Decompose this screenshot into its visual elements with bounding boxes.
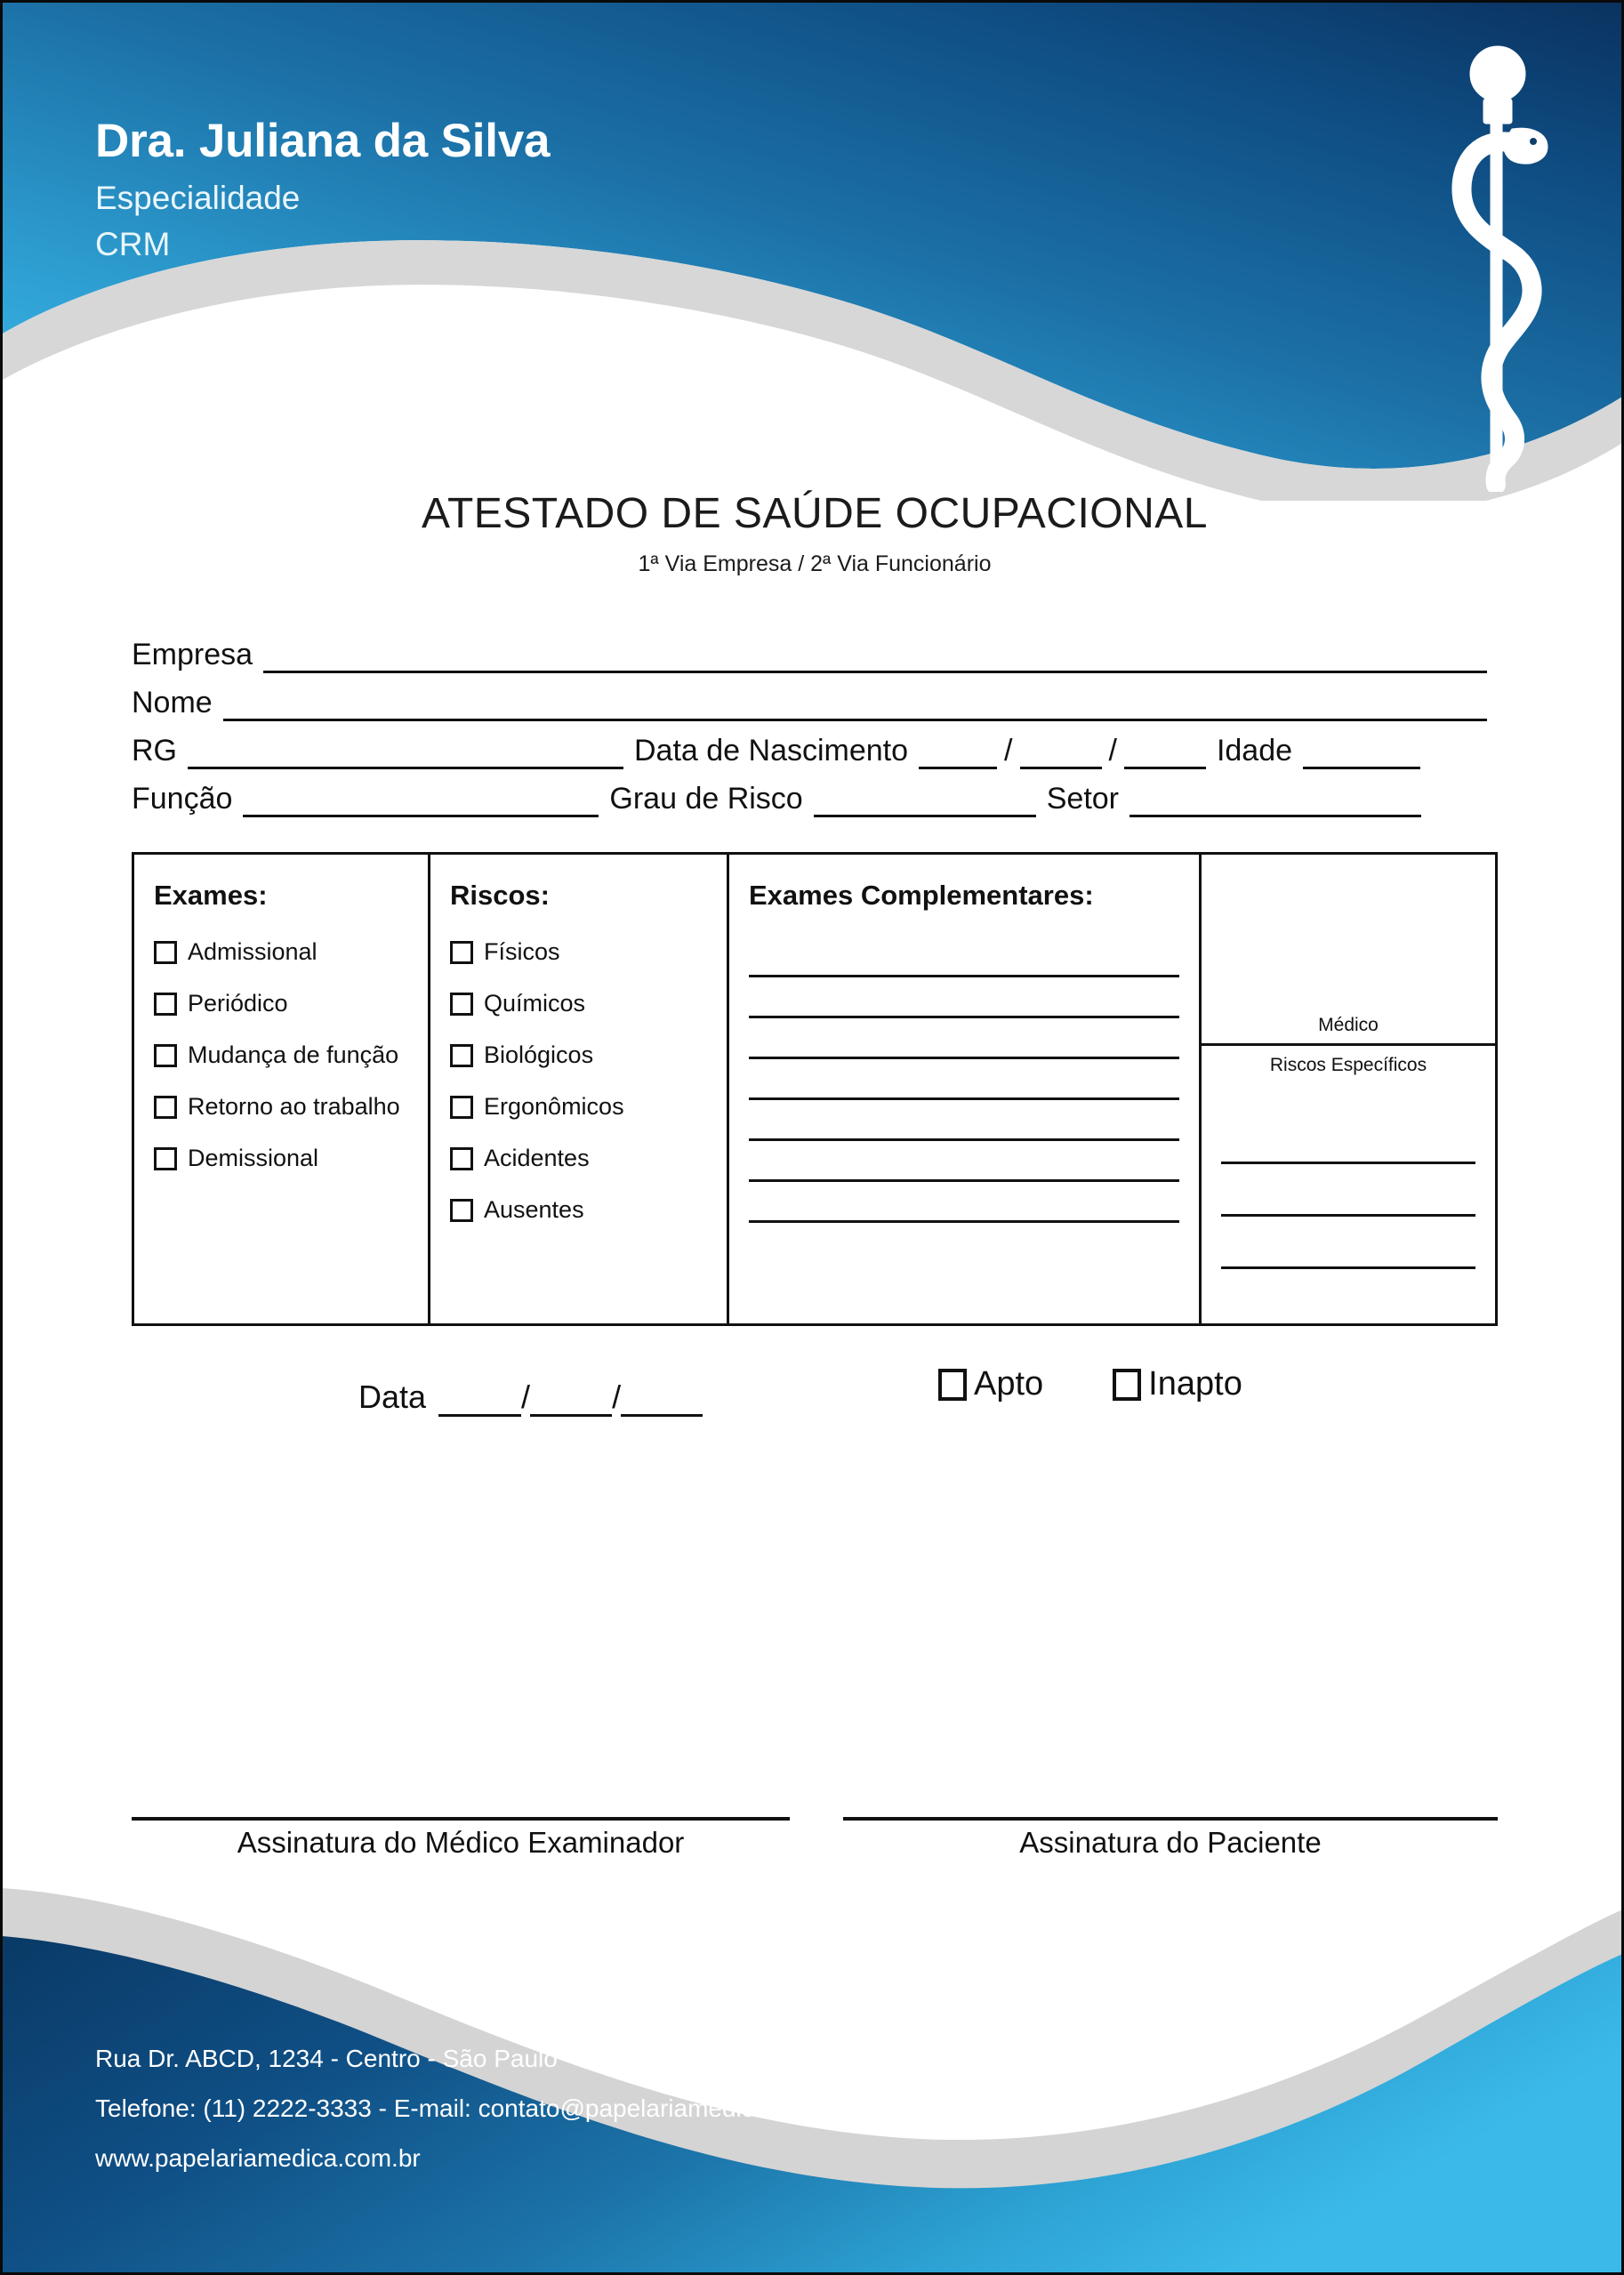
riscos-especificos-lines	[1221, 1112, 1475, 1269]
field-row-empresa	[3, 625, 1624, 673]
checkbox-label: Demissional	[188, 1145, 319, 1171]
checkbox-label: Periódico	[188, 990, 288, 1017]
verdict-row	[3, 1362, 1624, 1424]
label-data-nascimento: Data de Nascimento	[634, 734, 909, 768]
write-line[interactable]	[749, 1018, 1179, 1059]
field-row-nome	[3, 673, 1624, 721]
column-exames-complementares	[729, 855, 1202, 1323]
doctor-identity-block	[95, 117, 550, 263]
slash-nascimento-2: /	[1108, 734, 1117, 768]
checkbox-icon[interactable]	[154, 941, 177, 964]
column-header-exames: Exames:	[154, 880, 268, 911]
checkbox-icon[interactable]	[154, 993, 177, 1016]
signature-paciente	[843, 1817, 1498, 1860]
checkbox-label: Admissional	[188, 938, 318, 965]
riscos-especificos-label: Riscos Específicos	[1269, 1055, 1427, 1075]
input-nascimento-ano[interactable]	[1124, 731, 1206, 769]
medico-label: Médico	[1318, 1015, 1379, 1035]
checkbox-row-apto[interactable]	[938, 1365, 1043, 1403]
doctor-crm: CRM	[95, 226, 171, 263]
checkbox-label: Acidentes	[484, 1145, 590, 1171]
column-exames	[134, 855, 430, 1323]
write-line[interactable]	[1221, 1217, 1475, 1269]
checkbox-icon[interactable]	[154, 1147, 177, 1170]
input-idade[interactable]	[1303, 731, 1420, 769]
checkbox-row[interactable]	[450, 1141, 727, 1176]
page-subtitle: 1ª Via Empresa / 2ª Via Funcionário	[638, 551, 992, 576]
footer-contact-block	[95, 2046, 851, 2196]
checkbox-icon[interactable]	[1113, 1369, 1141, 1401]
column-header-riscos: Riscos:	[450, 880, 550, 911]
checkbox-label: Físicos	[484, 938, 560, 965]
checkbox-row[interactable]	[450, 986, 727, 1021]
patient-fields	[3, 625, 1624, 817]
signature-caption: Assinatura do Médico Examinador	[237, 1826, 685, 1859]
input-nascimento-mes[interactable]	[1020, 731, 1102, 769]
signature-line[interactable]	[132, 1817, 790, 1821]
checkbox-label: Químicos	[484, 990, 586, 1017]
input-data-dia[interactable]	[438, 1375, 521, 1417]
checkbox-label: Apto	[974, 1365, 1044, 1403]
checkbox-row[interactable]	[154, 1038, 428, 1073]
checkbox-label: Biológicos	[484, 1041, 594, 1068]
slash-data-2: /	[612, 1379, 622, 1415]
page-title: ATESTADO DE SAÚDE OCUPACIONAL	[422, 490, 1208, 537]
checkbox-icon[interactable]	[450, 993, 473, 1016]
checkbox-icon[interactable]	[450, 1147, 473, 1170]
riscos-especificos-cell	[1202, 1046, 1495, 1323]
checkbox-icon[interactable]	[154, 1096, 177, 1119]
checkbox-label: Retorno ao trabalho	[188, 1093, 400, 1120]
checkbox-label: Mudança de função	[188, 1041, 399, 1068]
write-line[interactable]	[749, 977, 1179, 1018]
footer-address: Rua Dr. ABCD, 1234 - Centro - São Paulo - SP - 00001-123	[95, 2045, 754, 2072]
checkbox-row[interactable]	[154, 986, 428, 1021]
checkbox-label: Ergonômicos	[484, 1093, 624, 1120]
label-rg: RG	[132, 734, 177, 768]
slash-nascimento-1: /	[1004, 734, 1013, 768]
checkbox-row[interactable]	[154, 935, 428, 969]
checkbox-row[interactable]	[450, 935, 727, 969]
write-line[interactable]	[749, 1100, 1179, 1141]
checkbox-row[interactable]	[450, 1089, 727, 1124]
column-header-exames-complementares: Exames Complementares:	[749, 880, 1094, 911]
signature-medico	[132, 1817, 790, 1860]
signature-line[interactable]	[843, 1817, 1498, 1821]
checkbox-icon[interactable]	[450, 1096, 473, 1119]
footer-contact: Telefone: (11) 2222-3333 - E-mail: contato@papelariamedica.com.br	[95, 2094, 851, 2122]
checkbox-icon[interactable]	[450, 1199, 473, 1222]
input-setor[interactable]	[1130, 779, 1421, 817]
write-line[interactable]	[749, 1182, 1179, 1223]
input-empresa[interactable]	[263, 635, 1487, 673]
write-line[interactable]	[1221, 1164, 1475, 1217]
input-funcao[interactable]	[243, 779, 599, 817]
input-rg[interactable]	[188, 731, 623, 769]
riscos-checkbox-list	[430, 912, 727, 1227]
column-riscos	[430, 855, 729, 1323]
checkbox-icon[interactable]	[450, 1044, 473, 1067]
doctor-name: Dra. Juliana da Silva	[95, 115, 551, 167]
exames-checkbox-list	[134, 912, 428, 1176]
checkbox-icon[interactable]	[938, 1369, 967, 1401]
medico-stamp-cell[interactable]	[1202, 855, 1495, 1046]
write-line[interactable]	[749, 1141, 1179, 1182]
label-idade: Idade	[1216, 734, 1293, 768]
footer-website[interactable]: www.papelariamedica.com.br	[95, 2144, 421, 2172]
label-grau-de-risco: Grau de Risco	[609, 782, 803, 816]
label-funcao: Função	[132, 782, 233, 816]
label-setor: Setor	[1046, 782, 1119, 816]
column-medico-riscos-especificos	[1202, 855, 1495, 1323]
date-field-group	[358, 1362, 703, 1417]
signature-caption: Assinatura do Paciente	[1019, 1826, 1322, 1859]
field-row-funcao-risco-setor	[3, 769, 1624, 817]
checkbox-row[interactable]	[154, 1141, 428, 1176]
slash-data-1: /	[521, 1379, 531, 1415]
checkbox-row-inapto[interactable]	[1113, 1365, 1242, 1403]
checkbox-row[interactable]	[154, 1089, 428, 1124]
exam-risk-table	[132, 852, 1498, 1326]
label-empresa: Empresa	[132, 638, 253, 671]
input-grau-de-risco[interactable]	[814, 779, 1036, 817]
field-row-rg-nascimento-idade	[3, 721, 1624, 769]
write-line[interactable]	[1221, 1112, 1475, 1164]
checkbox-label: Ausentes	[484, 1196, 584, 1223]
exames-complementares-lines	[749, 937, 1179, 1223]
label-data: Data	[358, 1379, 427, 1415]
fitness-verdict-group	[938, 1365, 1242, 1403]
input-data-ano[interactable]	[621, 1375, 703, 1417]
checkbox-icon[interactable]	[154, 1044, 177, 1067]
letterhead-header	[3, 3, 1624, 501]
letterhead-footer	[3, 1881, 1624, 2272]
input-data-mes[interactable]	[530, 1375, 612, 1417]
checkbox-label: Inapto	[1148, 1365, 1242, 1403]
rod-of-asclepius-icon	[1412, 29, 1581, 492]
checkbox-row[interactable]	[450, 1193, 727, 1227]
input-nascimento-dia[interactable]	[919, 731, 997, 769]
write-line[interactable]	[749, 937, 1179, 977]
input-nome[interactable]	[223, 683, 1487, 721]
write-line[interactable]	[749, 1059, 1179, 1100]
label-nome: Nome	[132, 686, 213, 719]
checkbox-row[interactable]	[450, 1038, 727, 1073]
checkbox-icon[interactable]	[450, 941, 473, 964]
doctor-specialty: Especialidade	[95, 179, 301, 216]
